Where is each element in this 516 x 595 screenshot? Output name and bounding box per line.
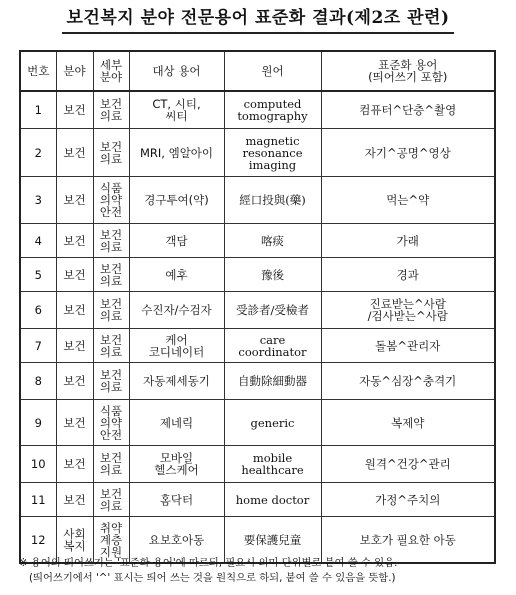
field-cell: 보건 <box>56 446 93 483</box>
standard-term-cell: 경과 <box>321 258 495 292</box>
standard-term-cell: 가래 <box>321 224 495 258</box>
row-number-cell: 7 <box>20 329 56 363</box>
original-term-cell: home doctor <box>224 483 321 517</box>
header-target-term: 대상 용어 <box>129 51 224 91</box>
terms-table <box>19 50 496 564</box>
field-cell: 보건 <box>56 91 93 129</box>
row-number-cell: 12 <box>20 517 56 564</box>
row-number-cell: 6 <box>20 292 56 329</box>
table-row <box>20 292 495 329</box>
row-number-cell: 4 <box>20 224 56 258</box>
subfield-cell: 보건 의료 <box>93 483 129 517</box>
standard-term-cell: 자동^심장^충격기 <box>321 363 495 400</box>
original-term-cell: 自動除細動器 <box>224 363 321 400</box>
subfield-cell: 취약 계층 지원 <box>93 517 129 564</box>
document-title: 보건복지 분야 전문용어 표준화 결과(제2조 관련) <box>62 6 453 34</box>
row-number-cell: 9 <box>20 400 56 446</box>
original-term-cell: 要保護兒童 <box>224 517 321 564</box>
field-cell: 보건 <box>56 177 93 224</box>
subfield-cell: 보건 의료 <box>93 329 129 363</box>
table-row <box>20 91 495 129</box>
subfield-cell: 보건 의료 <box>93 129 129 177</box>
target-term-cell: 예후 <box>129 258 224 292</box>
row-number-cell: 3 <box>20 177 56 224</box>
target-term-cell: CT, 시티, 씨티 <box>129 91 224 129</box>
table-row <box>20 483 495 517</box>
table-row <box>20 329 495 363</box>
standard-term-cell: 자기^공명^영상 <box>321 129 495 177</box>
target-term-cell: 홈닥터 <box>129 483 224 517</box>
subfield-cell: 보건 의료 <box>93 258 129 292</box>
row-number-cell: 11 <box>20 483 56 517</box>
field-cell: 보건 <box>56 224 93 258</box>
field-cell: 보건 <box>56 292 93 329</box>
standard-term-cell: 원격^건강^관리 <box>321 446 495 483</box>
row-number-cell: 2 <box>20 129 56 177</box>
subfield-cell: 보건 의료 <box>93 446 129 483</box>
standard-term-cell: 돌봄^관리자 <box>321 329 495 363</box>
field-cell: 보건 <box>56 363 93 400</box>
target-term-cell: 케어 코디네이터 <box>129 329 224 363</box>
row-number-cell: 5 <box>20 258 56 292</box>
original-term-cell: 豫後 <box>224 258 321 292</box>
original-term-cell: 經口投與(藥) <box>224 177 321 224</box>
original-term-cell: mobile healthcare <box>224 446 321 483</box>
original-term-cell: 受診者/受檢者 <box>224 292 321 329</box>
standard-term-cell: 보호가 필요한 아동 <box>321 517 495 564</box>
table-row <box>20 258 495 292</box>
standard-term-cell: 복제약 <box>321 400 495 446</box>
table-header-row <box>20 51 495 91</box>
table-row <box>20 446 495 483</box>
footnote-caret-rule: (띄어쓰기에서 '^' 표시는 띄어 쓰는 것을 원칙으로 하되, 붙여 쓸 수 있음을 뜻함.) <box>29 572 396 584</box>
original-term-cell: generic <box>224 400 321 446</box>
subfield-cell: 식품 의약 안전 <box>93 400 129 446</box>
standard-term-cell: 가정^주치의 <box>321 483 495 517</box>
row-number-cell: 8 <box>20 363 56 400</box>
field-cell: 보건 <box>56 258 93 292</box>
subfield-cell: 보건 의료 <box>93 224 129 258</box>
title-area <box>0 0 516 46</box>
target-term-cell: 경구투여(약) <box>129 177 224 224</box>
target-term-cell: MRI, 엠알아이 <box>129 129 224 177</box>
field-cell: 보건 <box>56 129 93 177</box>
header-original: 원어 <box>224 51 321 91</box>
original-term-cell: magnetic resonance imaging <box>224 129 321 177</box>
target-term-cell: 객담 <box>129 224 224 258</box>
row-number-cell: 1 <box>20 91 56 129</box>
header-subfield: 세부 분야 <box>93 51 129 91</box>
header-no: 번호 <box>20 51 56 91</box>
subfield-cell: 식품 의약 안전 <box>93 177 129 224</box>
standard-term-cell: 진료받는^사람 /검사받는^사람 <box>321 292 495 329</box>
footnote-spacing-rule: ※ 용어의 띄어쓰기는 '표준화 용어'에 따르되, 필요시 의미 단위별로 붙여 쓸 수 있음. <box>19 557 398 569</box>
table-row <box>20 177 495 224</box>
target-term-cell: 수진자/수검자 <box>129 292 224 329</box>
field-cell: 보건 <box>56 483 93 517</box>
original-term-cell: 喀痰 <box>224 224 321 258</box>
subfield-cell: 보건 의료 <box>93 91 129 129</box>
row-number-cell: 10 <box>20 446 56 483</box>
standard-term-cell: 컴퓨터^단층^촬영 <box>321 91 495 129</box>
table-row <box>20 400 495 446</box>
field-cell: 보건 <box>56 400 93 446</box>
standard-term-cell: 먹는^약 <box>321 177 495 224</box>
original-term-cell: computed tomography <box>224 91 321 129</box>
original-term-cell: care coordinator <box>224 329 321 363</box>
subfield-cell: 보건 의료 <box>93 363 129 400</box>
subfield-cell: 보건 의료 <box>93 292 129 329</box>
target-term-cell: 자동제세동기 <box>129 363 224 400</box>
header-standard-term: 표준화 용어 (띄어쓰기 포함) <box>321 51 495 91</box>
table-row <box>20 224 495 258</box>
field-cell: 사회 복지 <box>56 517 93 564</box>
table-row <box>20 129 495 177</box>
target-term-cell: 제네릭 <box>129 400 224 446</box>
target-term-cell: 모바일 헬스케어 <box>129 446 224 483</box>
target-term-cell: 요보호아동 <box>129 517 224 564</box>
header-field: 분야 <box>56 51 93 91</box>
table-row <box>20 363 495 400</box>
field-cell: 보건 <box>56 329 93 363</box>
